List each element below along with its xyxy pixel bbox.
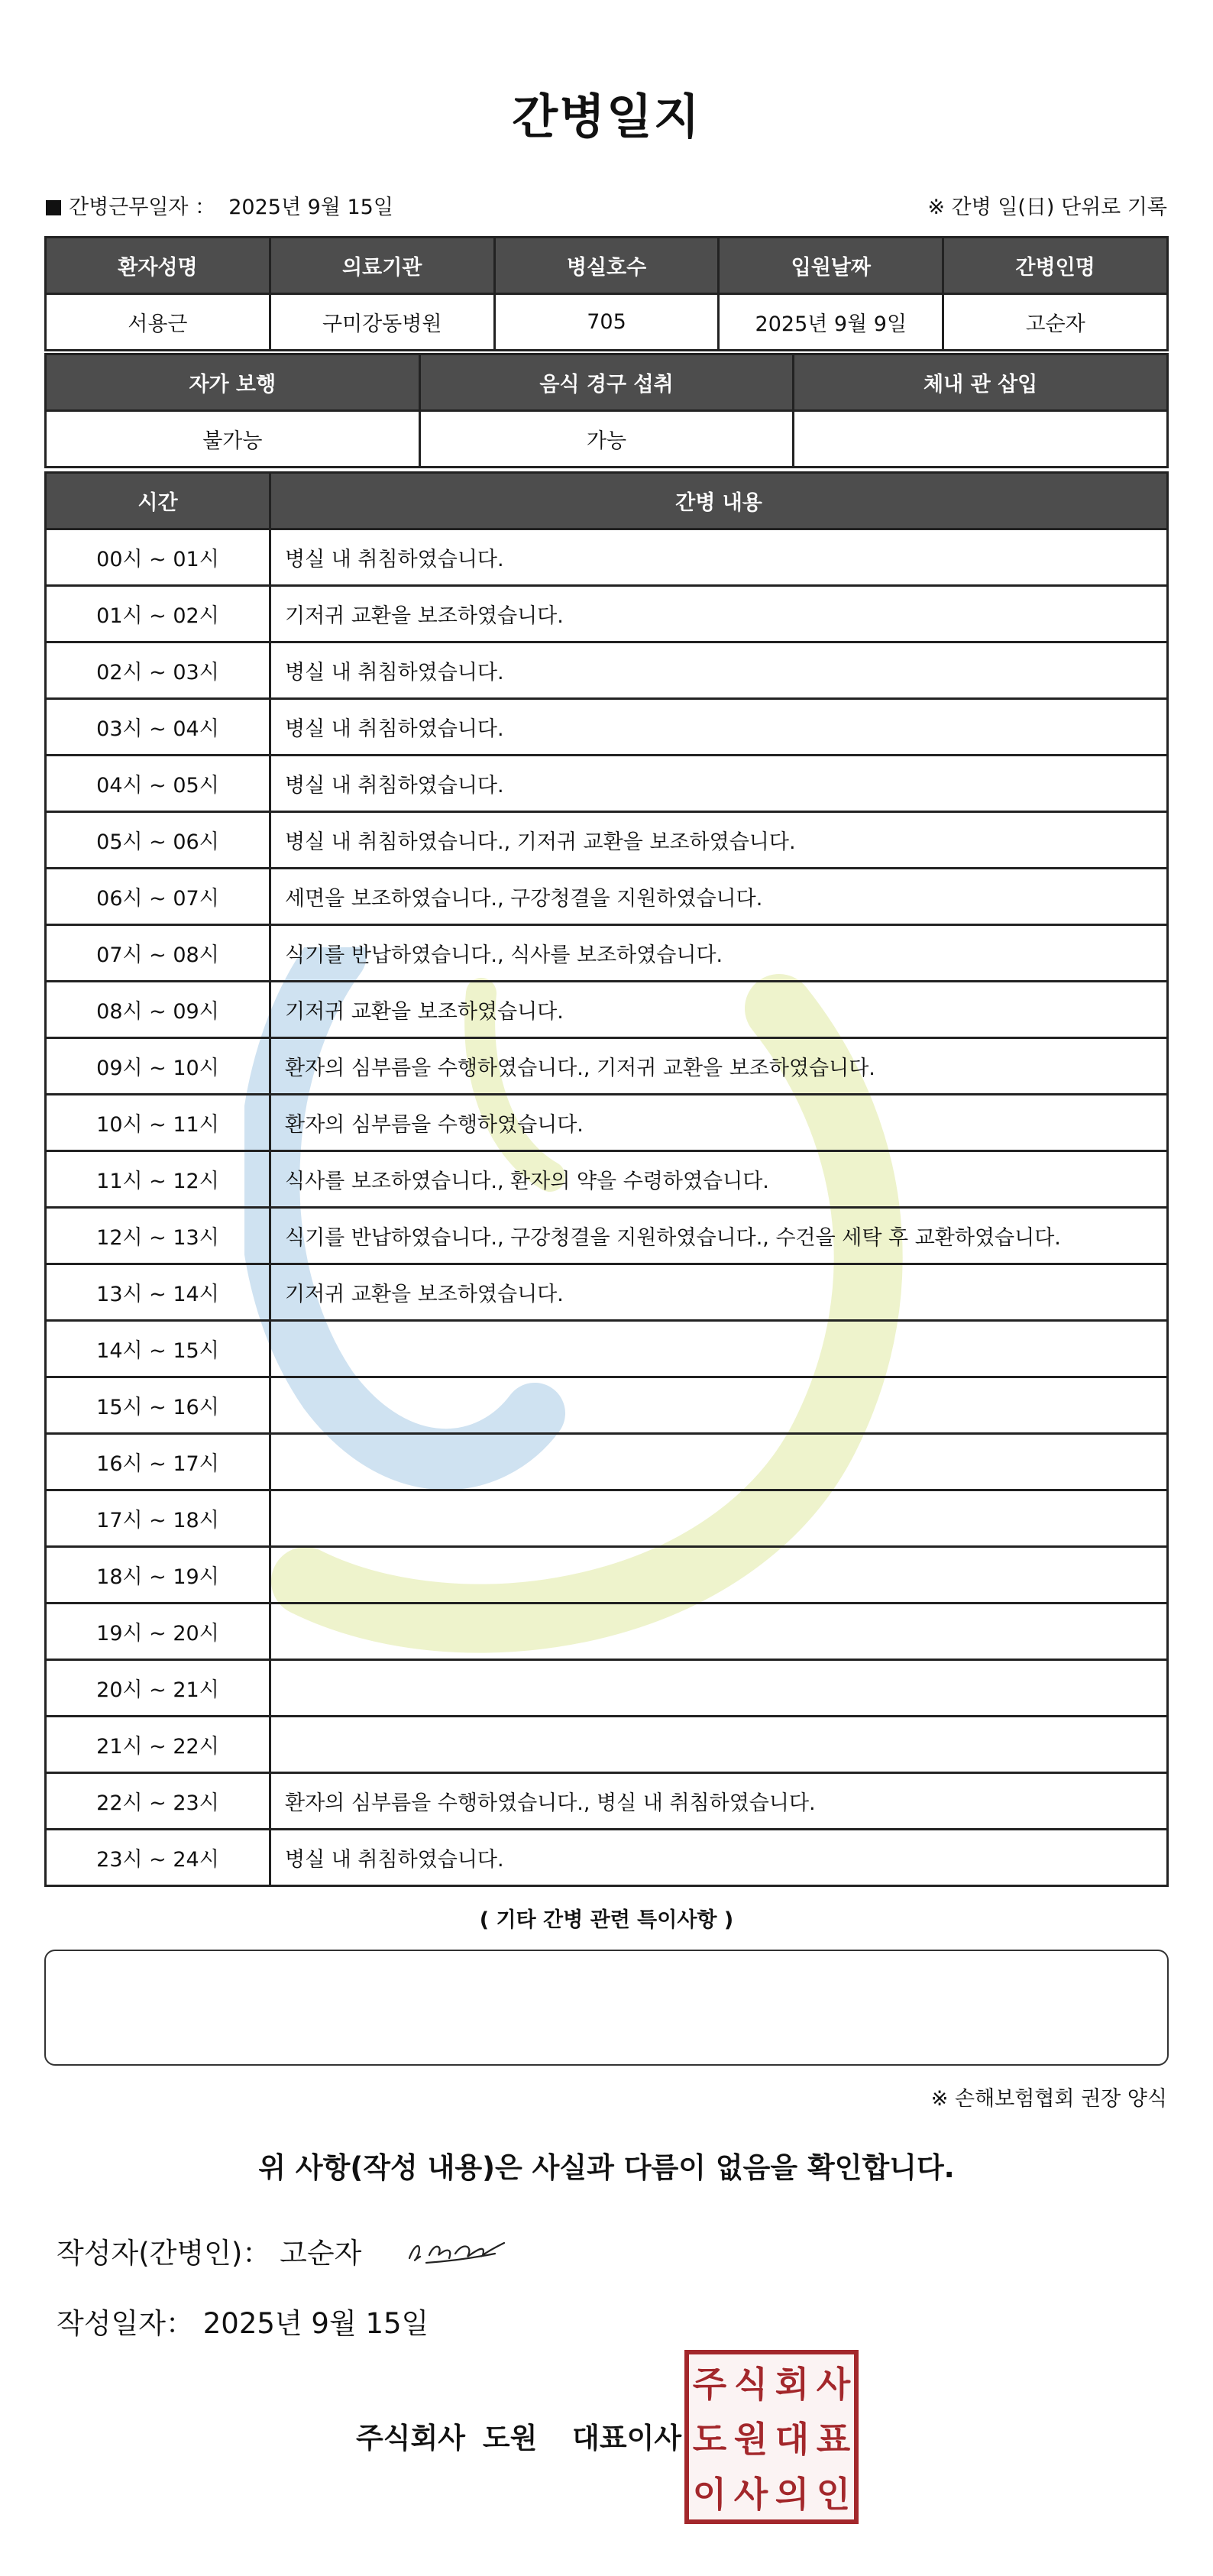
seal-character: 주	[692, 2364, 727, 2405]
work-date-label: 간병근무일자 ：	[69, 196, 216, 219]
write-date-line	[57, 2301, 429, 2347]
time-cell: 20시 ~ 21시	[46, 1660, 270, 1717]
patient-info-value-row	[46, 294, 1168, 351]
time-cell: 19시 ~ 20시	[46, 1604, 270, 1660]
caregiver-name-cell: 고순자	[943, 294, 1168, 351]
header-caregiver-name: 간병인명	[943, 238, 1168, 294]
time-cell: 10시 ~ 11시	[46, 1095, 270, 1151]
seal-character: 원	[733, 2419, 768, 2460]
table-row	[46, 1830, 1168, 1886]
seal-character: 의	[775, 2474, 810, 2515]
table-row	[46, 812, 1168, 869]
table-row	[46, 1604, 1168, 1660]
care-content-cell	[270, 1434, 1168, 1490]
table-row	[46, 1377, 1168, 1434]
document-title: 간병일지	[512, 89, 701, 144]
care-content-cell: 병실 내 취침하였습니다.	[270, 529, 1168, 586]
table-row	[46, 1038, 1168, 1095]
table-row	[46, 642, 1168, 699]
table-row	[46, 1660, 1168, 1717]
time-cell: 03시 ~ 04시	[46, 699, 270, 756]
seal-character: 회	[775, 2364, 810, 2405]
time-cell: 06시 ~ 07시	[46, 869, 270, 925]
care-status-header-row	[46, 354, 1168, 411]
time-cell: 14시 ~ 15시	[46, 1321, 270, 1377]
care-content-cell: 병실 내 취침하였습니다.	[270, 699, 1168, 756]
care-content-cell	[270, 1660, 1168, 1717]
care-status-value-row	[46, 411, 1168, 468]
time-cell: 07시 ~ 08시	[46, 925, 270, 982]
header-tube-insertion: 체내 관 삽입	[794, 354, 1168, 411]
table-row	[46, 869, 1168, 925]
hospital-cell: 구미강동병원	[270, 294, 494, 351]
header-self-walking: 자가 보행	[46, 354, 420, 411]
time-cell: 12시 ~ 13시	[46, 1208, 270, 1264]
table-row	[46, 1151, 1168, 1208]
seal-character: 사	[816, 2364, 851, 2405]
care-content-cell: 환자의 심부름을 수행하였습니다.	[270, 1095, 1168, 1151]
time-cell: 01시 ~ 02시	[46, 586, 270, 642]
care-content-cell: 식기를 반납하였습니다., 식사를 보조하였습니다.	[270, 925, 1168, 982]
header-care-content: 간병 내용	[270, 473, 1168, 529]
care-content-cell: 환자의 심부름을 수행하였습니다., 기저귀 교환을 보조하였습니다.	[270, 1038, 1168, 1095]
patient-info-table	[44, 236, 1169, 351]
table-row	[46, 1095, 1168, 1151]
table-row	[46, 1208, 1168, 1264]
care-content-cell	[270, 1377, 1168, 1434]
tube-insertion-cell	[794, 411, 1168, 468]
table-row	[46, 982, 1168, 1038]
care-content-cell	[270, 1717, 1168, 1773]
header-admission-date: 입원날짜	[719, 238, 943, 294]
patient-info-header-row	[46, 238, 1168, 294]
time-cell: 15시 ~ 16시	[46, 1377, 270, 1434]
care-content-cell: 병실 내 취침하였습니다.	[270, 756, 1168, 812]
time-cell: 18시 ~ 19시	[46, 1547, 270, 1604]
care-content-cell: 병실 내 취침하였습니다.	[270, 1830, 1168, 1886]
care-content-cell: 기저귀 교환을 보조하였습니다.	[270, 586, 1168, 642]
seal-character: 대	[775, 2419, 810, 2460]
patient-name-cell: 서용근	[46, 294, 270, 351]
care-content-cell: 식기를 반납하였습니다., 구강청결을 지원하였습니다., 수건을 세탁 후 교환하였습니다.	[270, 1208, 1168, 1264]
care-content-cell	[270, 1547, 1168, 1604]
schedule-header-row	[46, 473, 1168, 529]
time-cell: 02시 ~ 03시	[46, 642, 270, 699]
writer-name: 고순자	[280, 2237, 362, 2270]
header-room-number: 병실호수	[494, 238, 719, 294]
writer-label: 작성자(간병인)：	[57, 2237, 271, 2270]
table-row	[46, 1717, 1168, 1773]
time-cell: 04시 ~ 05시	[46, 756, 270, 812]
seal-character: 사	[733, 2474, 768, 2515]
seal-character: 인	[816, 2474, 851, 2515]
time-cell: 17시 ~ 18시	[46, 1490, 270, 1547]
company-representative-title: 대표이사	[572, 2422, 682, 2455]
time-cell: 11시 ~ 12시	[46, 1151, 270, 1208]
table-row	[46, 756, 1168, 812]
table-row	[46, 1773, 1168, 1830]
table-row	[46, 586, 1168, 642]
time-cell: 08시 ~ 09시	[46, 982, 270, 1038]
write-date-value: 2025년 9월 15일	[202, 2307, 429, 2340]
table-row	[46, 1490, 1168, 1547]
table-row	[46, 529, 1168, 586]
company-name: 주식회사 도원	[356, 2422, 538, 2455]
daily-record-note: ※ 간병 일(日) 단위로 기록	[927, 196, 1167, 219]
care-content-cell: 기저귀 교환을 보조하였습니다.	[270, 1264, 1168, 1321]
room-number-cell: 705	[494, 294, 719, 351]
table-row	[46, 699, 1168, 756]
oral-intake-cell: 가능	[419, 411, 794, 468]
admission-date-cell: 2025년 9월 9일	[719, 294, 943, 351]
time-cell: 21시 ~ 22시	[46, 1717, 270, 1773]
seal-character: 표	[816, 2419, 851, 2460]
table-row	[46, 1321, 1168, 1377]
square-bullet-icon	[46, 200, 61, 215]
care-content-cell: 환자의 심부름을 수행하였습니다., 병실 내 취침하였습니다.	[270, 1773, 1168, 1830]
care-content-cell	[270, 1490, 1168, 1547]
confirmation-statement: 위 사항(작성 내용)은 사실과 다름이 없음을 확인합니다.	[258, 2151, 955, 2184]
time-cell: 13시 ~ 14시	[46, 1264, 270, 1321]
seal-character: 도	[692, 2419, 727, 2460]
seal-character: 이	[692, 2474, 727, 2515]
header-hospital: 의료기관	[270, 238, 494, 294]
company-line	[356, 2416, 681, 2461]
care-content-cell	[270, 1604, 1168, 1660]
writer-line	[57, 2231, 361, 2277]
handwritten-signature	[403, 2228, 518, 2273]
time-cell: 00시 ~ 01시	[46, 529, 270, 586]
care-content-cell	[270, 1321, 1168, 1377]
care-content-cell: 병실 내 취침하였습니다.	[270, 642, 1168, 699]
seal-character: 식	[733, 2364, 768, 2405]
time-cell: 23시 ~ 24시	[46, 1830, 270, 1886]
header-patient-name: 환자성명	[46, 238, 270, 294]
care-content-cell: 세면을 보조하였습니다., 구강청결을 지원하였습니다.	[270, 869, 1168, 925]
table-row	[46, 1264, 1168, 1321]
header-oral-intake: 음식 경구 섭취	[419, 354, 794, 411]
care-content-cell: 병실 내 취침하였습니다., 기저귀 교환을 보조하였습니다.	[270, 812, 1168, 869]
remarks-title: ( 기타 간병 관련 특이사항 )	[479, 1908, 734, 1932]
company-seal-stamp	[684, 2350, 859, 2524]
care-status-table	[44, 353, 1169, 468]
table-row	[46, 1547, 1168, 1604]
write-date-label: 작성일자：	[57, 2307, 194, 2340]
self-walking-cell: 불가능	[46, 411, 420, 468]
table-row	[46, 925, 1168, 982]
work-date-value: 2025년 9월 15일	[228, 196, 393, 219]
care-content-cell: 식사를 보조하였습니다., 환자의 약을 수령하였습니다.	[270, 1151, 1168, 1208]
time-cell: 09시 ~ 10시	[46, 1038, 270, 1095]
remarks-box	[44, 1950, 1169, 2066]
time-cell: 22시 ~ 23시	[46, 1773, 270, 1830]
hourly-care-table	[44, 471, 1169, 1887]
work-date-line	[46, 193, 393, 223]
header-time: 시간	[46, 473, 270, 529]
care-content-cell: 기저귀 교환을 보조하였습니다.	[270, 982, 1168, 1038]
time-cell: 05시 ~ 06시	[46, 812, 270, 869]
table-row	[46, 1434, 1168, 1490]
time-cell: 16시 ~ 17시	[46, 1434, 270, 1490]
recommend-note: ※ 손해보험협회 권장 양식	[930, 2087, 1167, 2111]
